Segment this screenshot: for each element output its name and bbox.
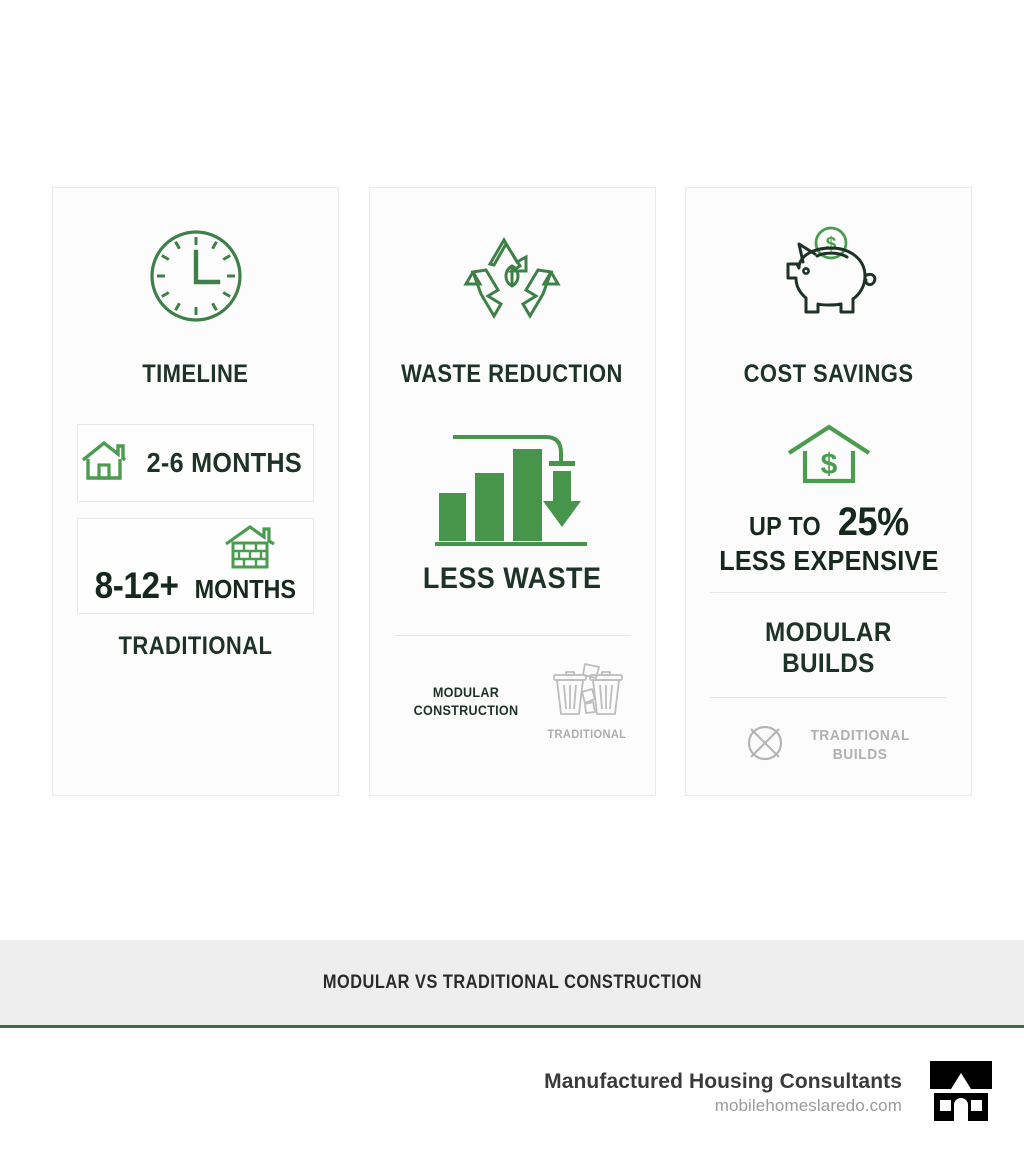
- down-arrow: [543, 471, 581, 527]
- cost-divider-top: [710, 592, 947, 593]
- cost-stat-line1: [745, 500, 913, 545]
- house-dollar-icon: [785, 423, 873, 490]
- trash-bins-icon: [549, 662, 625, 725]
- brand-name: Manufactured Housing Consultants: [544, 1069, 902, 1093]
- cost-stat-suffix: LESS EXPENSIVE: [718, 545, 939, 576]
- cost-traditional-label: [811, 726, 911, 765]
- card-timeline: [52, 187, 339, 796]
- svg-text:$: $: [820, 448, 837, 481]
- cost-traditional-line2: BUILDS: [833, 746, 888, 764]
- piggy-bank-icon: [769, 226, 889, 326]
- card-title-waste-reduction: WASTE REDUCTION: [401, 360, 623, 388]
- less-waste-bar-chart: [433, 431, 591, 554]
- less-waste-label: LESS WASTE: [422, 562, 602, 595]
- cost-stat-value: 25%: [837, 500, 909, 544]
- cost-traditional-line1: TRADITIONAL: [810, 726, 911, 744]
- house-logo-icon: [926, 1055, 996, 1130]
- brick-house-icon: [223, 524, 277, 577]
- cost-modular-line2: BUILDS: [782, 648, 875, 679]
- cost-stat-prefix: UP TO: [748, 511, 821, 541]
- chart-baseline: [435, 542, 587, 546]
- bar-1: [439, 493, 466, 541]
- waste-legend-modular-line1: MODULAR: [432, 684, 500, 701]
- card-waste-reduction: [369, 187, 656, 796]
- svg-text:$: $: [825, 234, 836, 255]
- cost-modular-line1: MODULAR: [765, 617, 892, 647]
- comparison-cards: [52, 187, 972, 796]
- brand-footer: [0, 1031, 1024, 1154]
- timeline-footer-label: TRADITIONAL: [118, 632, 273, 660]
- caption-band: [0, 940, 1024, 1028]
- circle-x-icon: [742, 720, 788, 771]
- waste-legend: [387, 662, 637, 741]
- bar-3: [513, 449, 542, 541]
- waste-legend-modular: [399, 684, 534, 718]
- clock-icon: [148, 226, 244, 326]
- cost-divider-bottom: [710, 697, 947, 698]
- cost-modular-label: [765, 617, 892, 680]
- cost-traditional-row: [742, 720, 914, 771]
- waste-legend-traditional-label: TRADITIONAL: [547, 727, 627, 741]
- card-title-cost-savings: COST SAVINGS: [743, 360, 914, 388]
- timeline-traditional-value-small: MONTHS: [194, 574, 296, 604]
- house-icon: [80, 440, 128, 487]
- bar-2: [475, 473, 504, 541]
- timeline-modular-box: [77, 424, 314, 502]
- card-title-timeline: TIMELINE: [142, 360, 249, 388]
- waste-legend-modular-line2: CONSTRUCTION: [413, 701, 519, 718]
- recycle-icon: [460, 226, 564, 326]
- waste-legend-traditional: [541, 662, 633, 741]
- brand-url[interactable]: mobilehomeslaredo.com: [714, 1095, 902, 1115]
- timeline-traditional-value-big: 8-12+: [94, 565, 179, 606]
- card-cost-savings: [685, 187, 972, 796]
- brand-block: [544, 1055, 996, 1130]
- timeline-traditional-box: [77, 518, 314, 614]
- waste-divider: [394, 635, 631, 636]
- caption-text: MODULAR VS TRADITIONAL CONSTRUCTION: [322, 971, 702, 993]
- brand-text-block: [544, 1070, 902, 1116]
- timeline-modular-value: 2-6 MONTHS: [146, 447, 303, 478]
